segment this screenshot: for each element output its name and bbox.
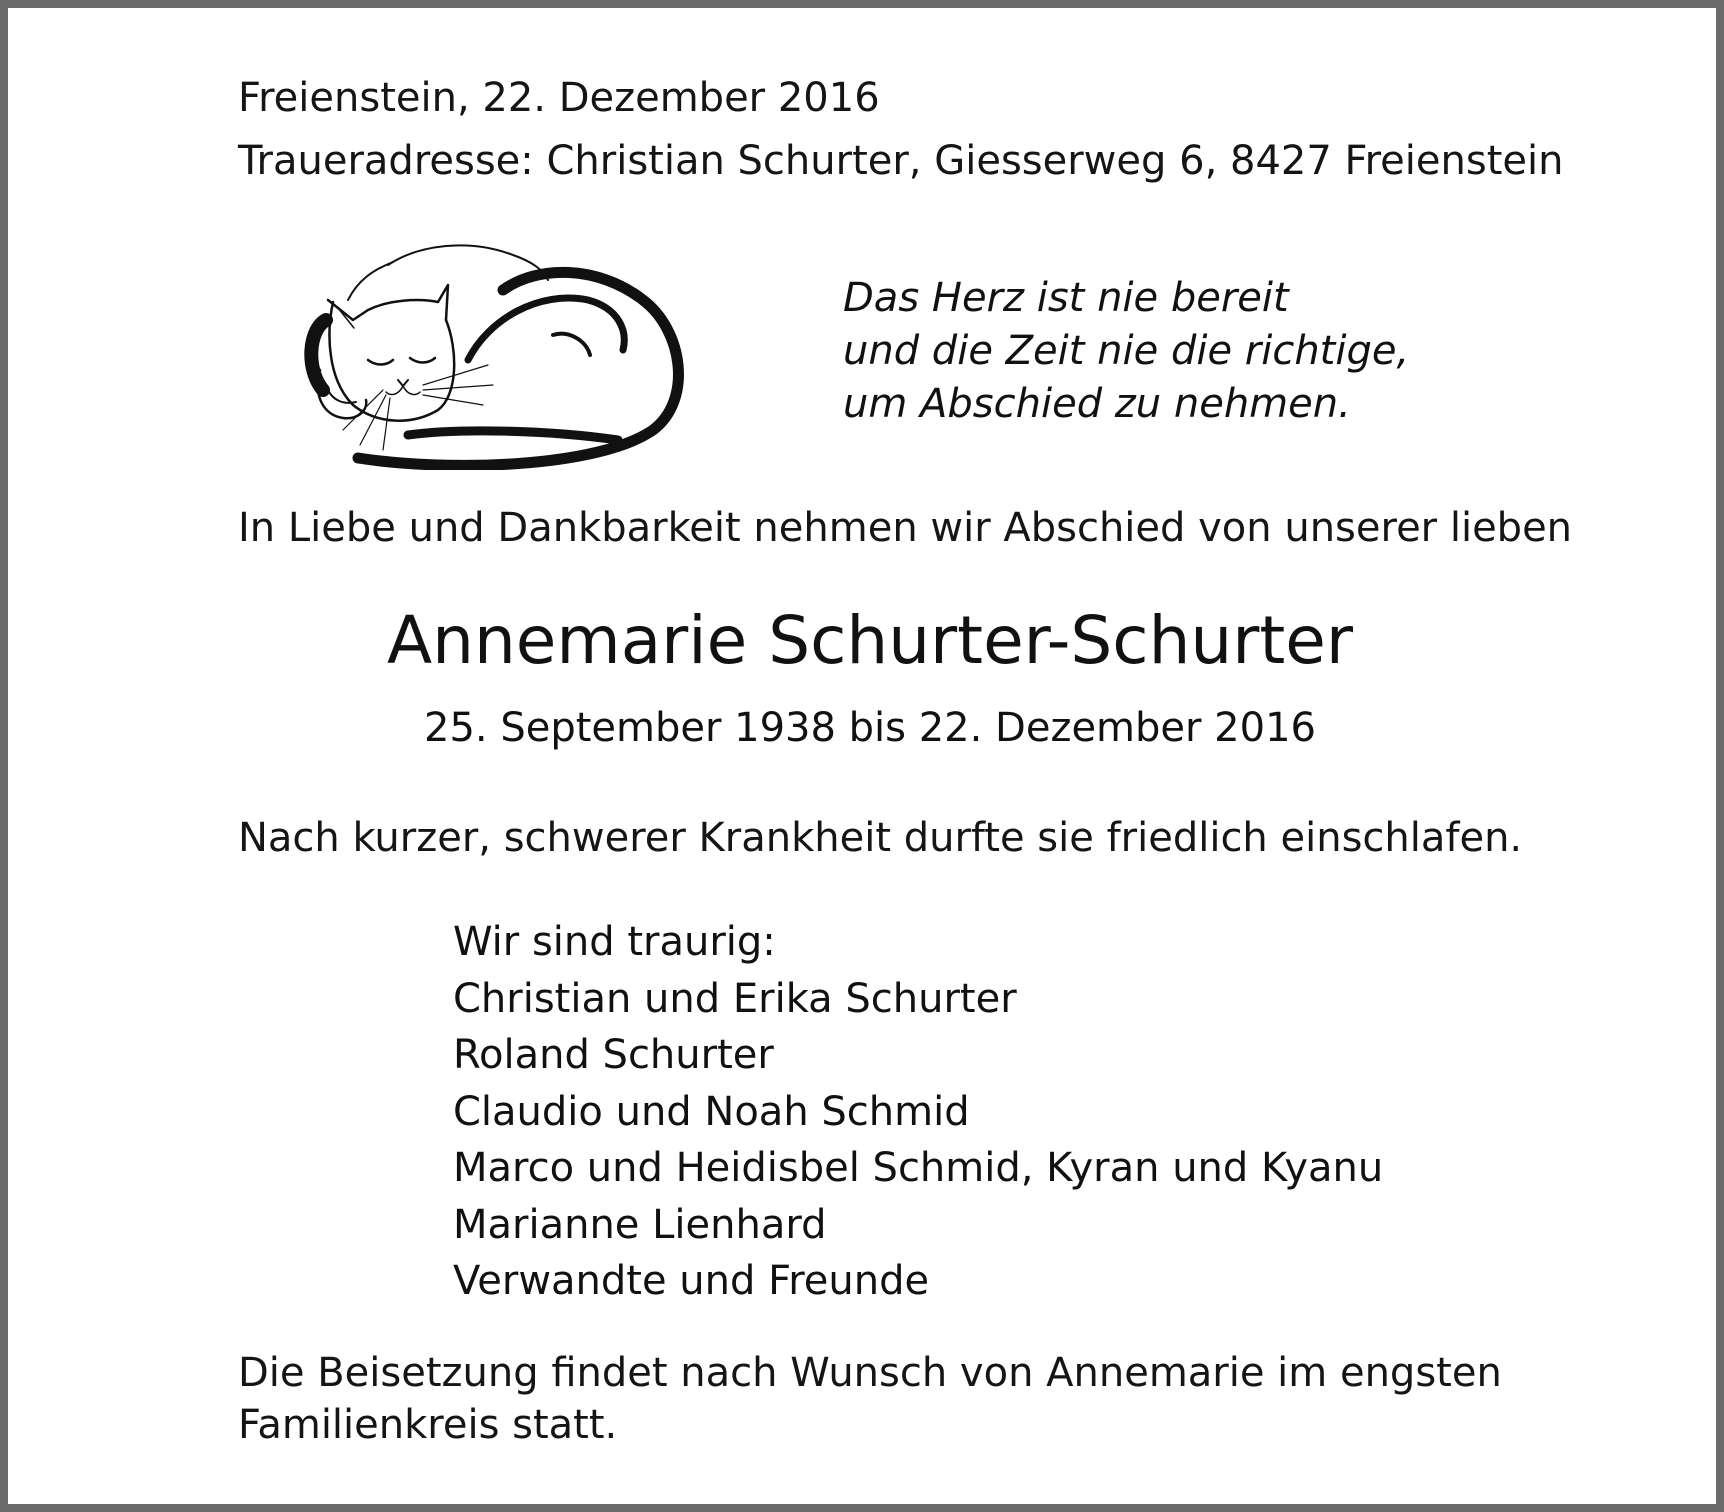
deceased-name: Annemarie Schurter-Schurter (387, 602, 1353, 679)
place-date: Freienstein, 22. Dezember 2016 (238, 75, 880, 121)
sleeping-cat-icon (298, 240, 688, 470)
mourner-entry: Marco und Heidisbel Schmid, Kyran und Kyanu (453, 1145, 1384, 1191)
life-dates: 25. September 1938 bis 22. Dezember 2016 (424, 705, 1316, 751)
quote-line: Das Herz ist nie bereit (843, 275, 1289, 321)
funeral-info-line: Die Beisetzung findet nach Wunsch von Annemarie im engsten (238, 1350, 1502, 1396)
mourner-entry: Verwandte und Freunde (453, 1258, 930, 1304)
quote-line: und die Zeit nie die richtige, (843, 328, 1410, 374)
intro-text: In Liebe und Dankbarkeit nehmen wir Abschied von unserer lieben (238, 505, 1573, 551)
mourner-entry: Claudio und Noah Schmid (453, 1088, 970, 1135)
mourning-address: Traueradresse: Christian Schurter, Giesserweg 6, 8427 Freienstein (238, 138, 1564, 184)
mourners-heading: Wir sind traurig: (453, 919, 776, 965)
mourner-entry: Roland Schurter (453, 1032, 774, 1078)
quote-line: um Abschied zu nehmen. (843, 381, 1351, 427)
mourner-entry: Marianne Lienhard (453, 1201, 827, 1248)
mourners-list (453, 914, 1383, 1310)
memorial-quote (843, 272, 1409, 431)
funeral-info-line: Familienkreis statt. (238, 1402, 618, 1448)
mourner-entry: Christian und Erika Schurter (453, 975, 1017, 1022)
passing-message: Nach kurzer, schwerer Krankheit durfte sie friedlich einschlafen. (238, 815, 1523, 861)
